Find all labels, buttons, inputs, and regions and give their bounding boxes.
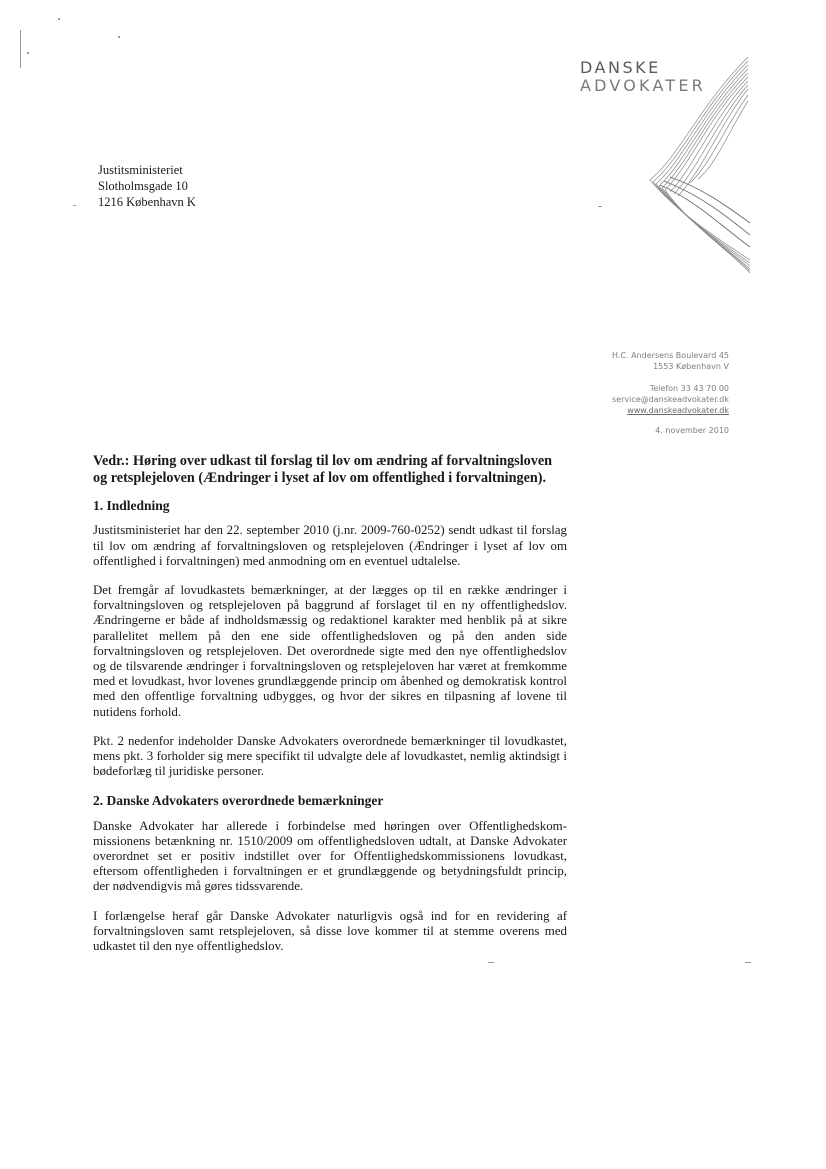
paragraph-5: I forlængelse heraf går Danske Advokater naturligvis også ind for en revidering af forvaltningsloven samt retsplejeloven, så disse love kommer til at stemme overens med udkastet til den nye offentlighedslov. bbox=[93, 908, 567, 954]
section-2-heading: 2. Danske Advokaters overordnede bemærkninger bbox=[93, 793, 384, 809]
recipient-city: 1216 København K bbox=[98, 195, 196, 209]
sender-address-street: H.C. Andersens Boulevard 45 bbox=[612, 351, 729, 360]
section-1-heading: 1. Indledning bbox=[93, 498, 170, 514]
recipient-street: Slotholmsgade 10 bbox=[98, 179, 188, 193]
sender-website-link[interactable]: www.danskeadvokater.dk bbox=[627, 406, 729, 415]
sender-info bbox=[612, 350, 729, 436]
paragraph-1: Justitsministeriet har den 22. september 2010 (j.nr. 2009-760-0252) sendt udkast til forslag til lov om ændring af forvaltningsloven og retsplejeloven (Ændringer i lyset af lov om offentlighed i forvaltningen) med anmodning om en eventuel udtalelse. bbox=[93, 523, 567, 568]
letter-subject: Vedr.: Høring over udkast til forslag til lov om ændring af forvaltningsloven og retsplejeloven (Ændringer i lyset af lov om offentlighed i forvaltningen). bbox=[93, 453, 553, 486]
logo-line-1: DANSKE bbox=[580, 58, 661, 77]
sender-email: service@danskeadvokater.dk bbox=[611, 395, 729, 404]
letter-date: 4. november 2010 bbox=[655, 426, 729, 435]
sender-phone: Telefon 33 43 70 00 bbox=[649, 384, 729, 393]
letter-body bbox=[93, 453, 567, 968]
logo-swoosh-graphic bbox=[640, 55, 752, 275]
recipient-name: Justitsministeriet bbox=[98, 163, 183, 177]
paragraph-3: Pkt. 2 nedenfor indeholder Danske Advokaters overordnede bemærkninger til lovudkastet, mens pkt. 3 forholder sig mere specifikt til udvalgte dele af lovudkastet, nemlig aktindsigt i bødeforlæg til juridiske personer. bbox=[93, 733, 567, 779]
paragraph-4: Danske Advokater har allerede i forbindelse med høringen over Offentlighedskommissionens betænkning nr. 1510/2009 om offentlighedsloven udtalt, at Danske Advokater overordnet set er positiv indstillet over for Offentlighedskommissionens lovudkast, eftersom offentligheden i forvaltningen er et grundlæggende og betydningsfuldt princip, der nødvendigvis må gøres tidssvarende. bbox=[93, 818, 567, 894]
recipient-address bbox=[98, 162, 196, 210]
logo-line-2: ADVOKATER bbox=[580, 76, 706, 95]
sender-address-city: 1553 København V bbox=[653, 362, 729, 371]
paragraph-2: Det fremgår af lovudkastets bemærkninger, at der lægges op til en række ændringer i forvaltningsloven og retsplejeloven på baggrund af forslaget til en ny offentlighedslov. Ændringerne er både af indholdsmæssig og redaktionel karakter med henblik på at sikre parallelitet mellem på den ene side offentlighedsloven og på den anden side forvaltningsloven og retsplejeloven. Det overordnede sigte med den nye offentlighedslov og de tilsvarende ændringer i forvaltningsloven og retsplejeloven har været at fremkomme med et lovudkast, hvor lovenes grundlæggende princip om åbenhed og demokratisk kontrol med den offentlige forvaltning udbygges, og hvor der sikres en tilpasning af lovene til nutidens forhold. bbox=[93, 583, 567, 719]
